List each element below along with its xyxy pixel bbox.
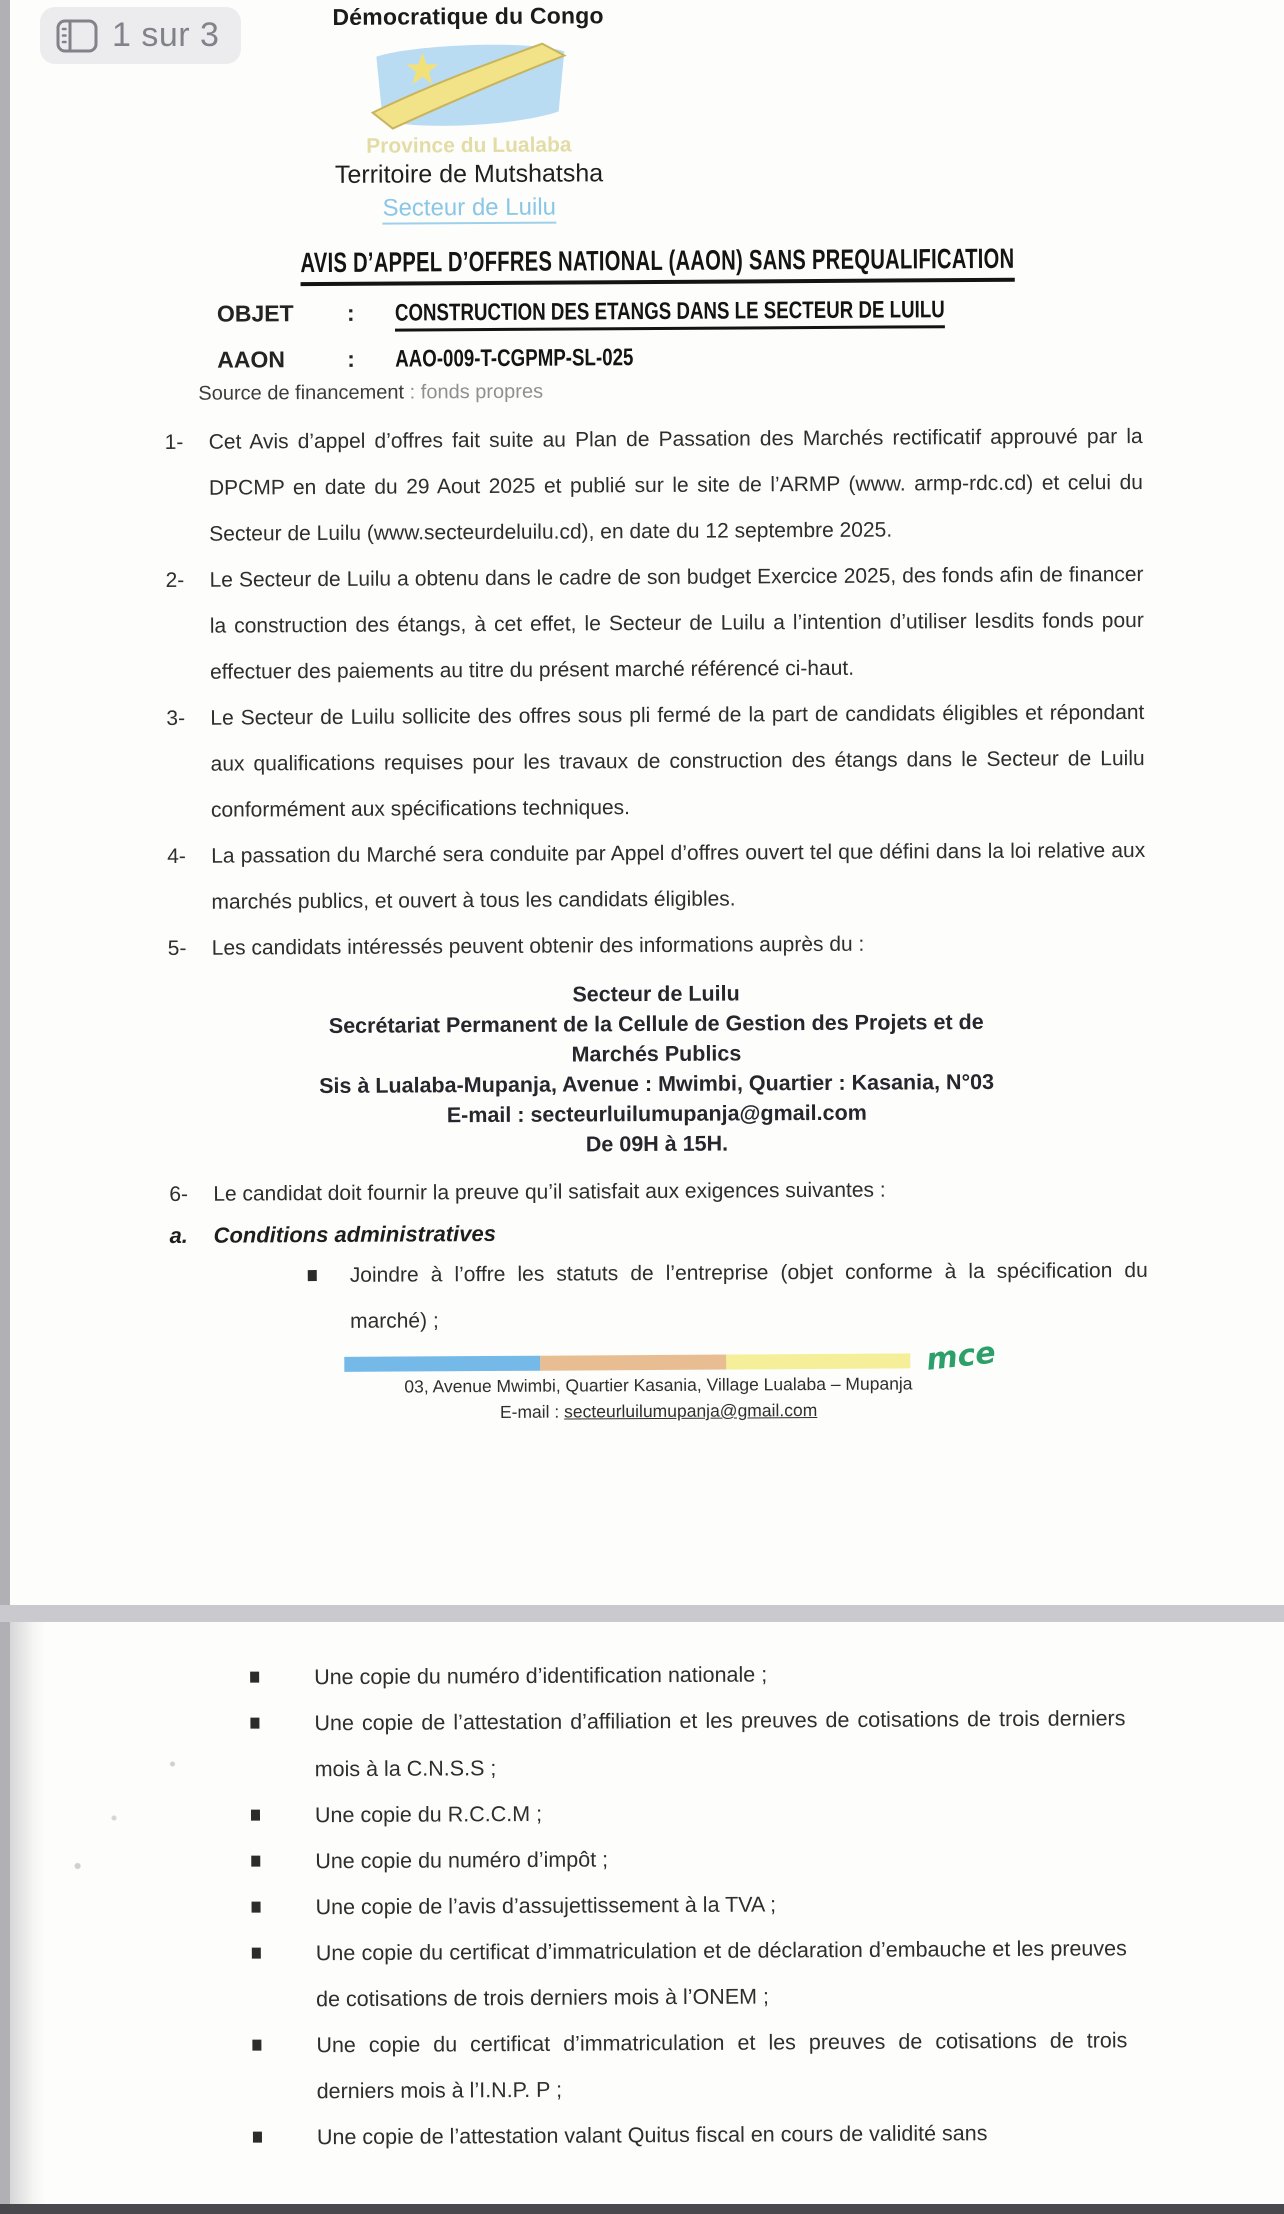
bullet-square-icon: [250, 1672, 259, 1683]
bullet-item: [251, 1879, 1126, 1930]
bullet-item: [250, 1649, 1125, 1700]
list-item: [165, 828, 1146, 926]
page-thumbnails-icon: [56, 19, 98, 53]
contact-line: Marchés Publics: [571, 1041, 742, 1067]
page-indicator-badge[interactable]: [40, 7, 241, 64]
page1-footer: [168, 1335, 1148, 1425]
document-page-1: [10, 0, 1284, 1605]
bullet-text: Une copie du numéro d’impôt ;: [315, 1847, 609, 1874]
contact-line: E-mail : secteurluilumupanja@gmail.com: [446, 1100, 867, 1128]
item-number: 3-: [166, 706, 186, 730]
document-page-2: [10, 1622, 1284, 2204]
bullet-item: [253, 2109, 1128, 2160]
footer-color-bar: [344, 1353, 910, 1371]
objet-colon: :: [346, 299, 355, 326]
item-number: 1-: [164, 430, 184, 454]
aaon-label: AAON: [217, 346, 285, 373]
footer-address: 03, Avenue Mwimbi, Quartier Kasania, Village Lualaba – Mupanja: [404, 1373, 913, 1397]
bullet-text: Une copie du certificat d’immatriculation et les preuves de cotisations de trois derniers mois à l’I.N.P. P ;: [316, 2028, 1128, 2104]
scan-artifact: [62, 1752, 192, 1872]
bullet-text: Joindre à l’offre les statuts de l’entreprise (objet conforme à la spécification du marché) ;: [349, 1258, 1148, 1333]
page-separator: [0, 1605, 1284, 1622]
territory-line: Territoire de Mutshatsha: [334, 159, 604, 189]
sector-link-text: Secteur de Luilu: [382, 194, 556, 225]
bullet-item: [250, 1695, 1126, 1792]
list-item: [164, 690, 1145, 834]
bullet-square-icon: [251, 1856, 260, 1867]
bullet-square-icon: [308, 1270, 317, 1281]
bullet-square-icon: [252, 1948, 261, 1959]
document-header: [248, 2, 689, 224]
page-indicator-text: 1 sur 3: [112, 16, 220, 54]
objet-label: OBJET: [216, 300, 294, 327]
item-text: La passation du Marché sera conduite par Appel d’offres ouvert tel que défini dans la loi relative aux marchés publics, et ouvert à tous les candidats éligibles.: [211, 838, 1146, 914]
item-number: 2-: [165, 568, 185, 592]
list-item: [163, 552, 1144, 696]
footer-bar-yellow-segment: [726, 1353, 910, 1369]
financing-value: : fonds propres: [409, 380, 544, 404]
footer-bar-blue-segment: [344, 1356, 540, 1372]
contact-line: Secteur de Luilu: [572, 981, 740, 1007]
bullet-item: [168, 1248, 1149, 1346]
footer-email-link: secteurluilumupanja@gmail.com: [564, 1400, 818, 1422]
list-item: [167, 1166, 1147, 1218]
document-title: AVIS D’APPEL D’OFFRES NATIONAL (AAON) SANS PREQUALIFICATION: [161, 242, 1141, 287]
scan-edge-shadow: [10, 1622, 46, 2204]
bullet-text: Une copie de l’attestation valant Quitus fiscal en cours de validité sans: [316, 2121, 988, 2150]
item-text: Le Secteur de Luilu sollicite des offres sous pli fermé de la part de candidats éligibles et répondant aux qualifications requises pour les travaux de construction des étangs dans le Secteur de Luilu conformément aux spécifications techniques.: [210, 700, 1145, 822]
country-line: Démocratique du Congo: [332, 2, 604, 30]
list-item: [166, 920, 1146, 972]
bullet-text: Une copie du R.C.C.M ;: [314, 1801, 543, 1828]
requirements-bullet-list: [250, 1649, 1128, 2160]
item-text: Le Secteur de Luilu a obtenu dans le cadre de son budget Exercice 2025, des fonds afin de financer la construction des étangs, à cet effet, le Secteur de Luilu a l’intention d’utiliser lesdits fonds pour effectuer des paiements au titre du présent marché référencé ci-haut.: [209, 562, 1144, 684]
bullet-square-icon: [253, 2132, 262, 2143]
financing-label: Source de financement: [198, 381, 405, 405]
footer-email-line: [169, 1398, 1149, 1425]
list-item: [163, 414, 1144, 558]
item-text: Le candidat doit fournir la preuve qu’il satisfait aux exigences suivantes :: [213, 1178, 886, 1206]
bullet-square-icon: [252, 1902, 261, 1913]
numbered-list: [163, 414, 1146, 972]
item-number: 5-: [167, 936, 187, 960]
drc-flag-image: [248, 35, 689, 138]
financing-line: [198, 377, 1142, 406]
bullet-item: [251, 1787, 1126, 1838]
bullet-square-icon: [251, 1810, 260, 1821]
objet-row: [162, 295, 1142, 333]
sub-item-a: [169, 1212, 1147, 1254]
item-text: Les candidats intéressés peuvent obtenir des informations auprès du :: [211, 932, 865, 960]
sub-item-title: Conditions administratives: [213, 1220, 496, 1248]
drc-flag-image: [366, 35, 572, 136]
objet-value: CONSTRUCTION DES ETANGS DANS LE SECTEUR DE LUILU: [395, 296, 945, 331]
contact-line: Sis à Lualaba-Mupanja, Avenue : Mwimbi, Quartier : Kasania, N°03: [319, 1069, 995, 1099]
contact-line: De 09H à 15H.: [585, 1131, 729, 1157]
sub-item-letter: a.: [169, 1222, 188, 1248]
handwritten-initials: mce: [924, 1335, 998, 1378]
contact-line: Secrétariat Permanent de la Cellule de Gestion des Projets et de: [328, 1009, 984, 1038]
bullet-text: Une copie du numéro d’identification nationale ;: [314, 1662, 768, 1690]
aaon-row: [162, 341, 1142, 375]
aaon-colon: :: [347, 345, 355, 372]
bullet-item: [251, 1833, 1126, 1884]
item-number: 4-: [167, 844, 186, 868]
bullet-text: Une copie du certificat d’immatriculation et de déclaration d’embauche et les preuves de cotisations de trois derniers mois à l’ONEM ;: [315, 1936, 1127, 2012]
item-text: Cet Avis d’appel d’offres fait suite au Plan de Passation des Marchés rectificatif approuvé par la DPCMP en date du 29 Aout 2025 et publié sur le site de l’ARMP (www. armp-rdc.cd) et celui du Secteur de Luilu (www.secteurdeluilu.cd), en date du 12 septembre 2025.: [208, 424, 1144, 546]
viewer-bottom-bar: [0, 2204, 1284, 2214]
contact-block: [166, 976, 1147, 1162]
item-number: 6-: [169, 1182, 189, 1206]
bullet-text: Une copie de l’avis d’assujettissement à la TVA ;: [315, 1892, 777, 1920]
footer-email-label: E-mail :: [499, 1401, 565, 1422]
aaon-value: AAO-009-T-CGPMP-SL-025: [395, 344, 634, 373]
bullet-text: Une copie de l’attestation d’affiliation et les preuves de cotisations de trois derniers mois à la C.N.S.S ;: [314, 1706, 1126, 1782]
bullet-square-icon: [252, 2040, 261, 2051]
bullet-item: [252, 1925, 1128, 2022]
bullet-item: [252, 2017, 1128, 2114]
bullet-square-icon: [250, 1718, 259, 1729]
footer-bar-peach-segment: [540, 1355, 726, 1371]
province-line: Province du Lualaba: [366, 133, 572, 158]
sector-line: [249, 193, 689, 224]
